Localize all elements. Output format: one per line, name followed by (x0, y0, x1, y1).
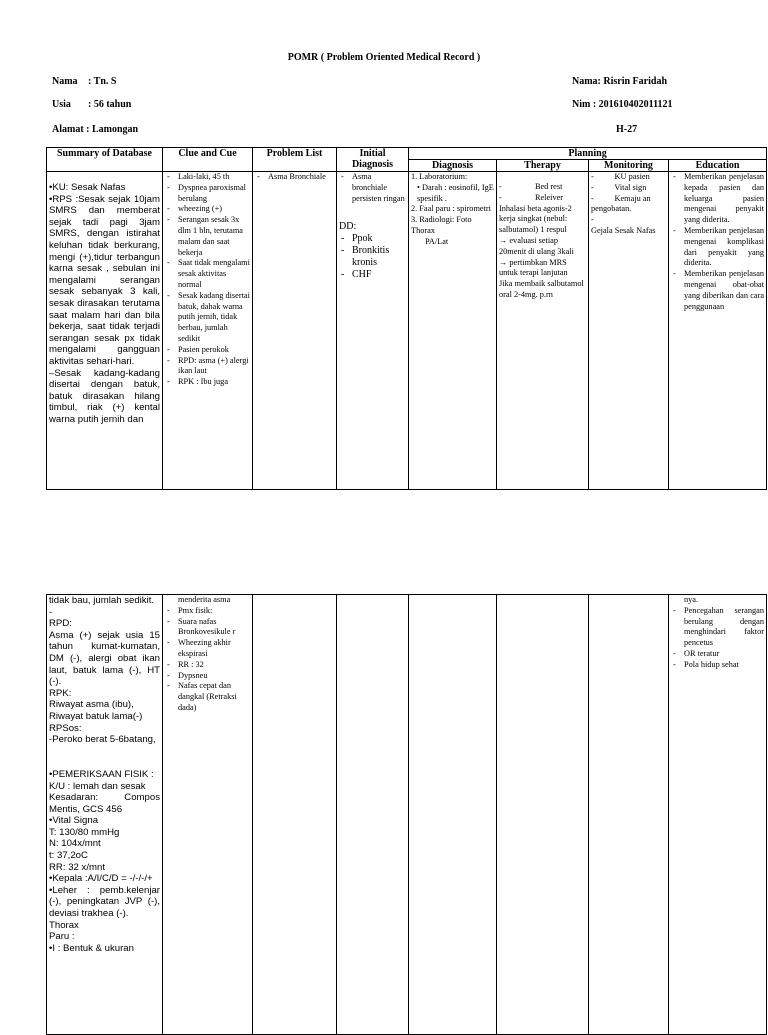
therapy-line: - Releiver (499, 192, 564, 202)
summary-line: •PEMERIKSAAN FISIK : (49, 768, 154, 780)
therapy-line: → evaluasi setiap 20menit di ulang 3kali (499, 235, 574, 256)
summary-line: •Vital Signa (49, 815, 99, 827)
education-item: - Memberikan penjelasan mengenai komplikasi dari penyakit yang diderita. (671, 226, 764, 269)
problem-cell-page-2 (253, 595, 337, 1035)
summary-cell-page-1 (47, 172, 163, 490)
summary-line: –Sesak kadang-kadang disertai dengan batuk, batuk dirasakan hilang timbul, riak (+) kental warna putih jernih dan (49, 367, 160, 425)
dd-item: - Ppok (339, 233, 406, 245)
monitoring-line: - Vital sign (591, 182, 647, 192)
header-education: Education (669, 160, 767, 172)
clue-item: - Dypsneu (165, 671, 250, 682)
therapy-line: Jika membaik salbutamol oral 2-4mg. p.rn (499, 279, 584, 299)
clue-item: - Sesak kadang disertai batuk, dahak warna putih jernih, tidak berbau, jumlah sedikit (165, 291, 250, 345)
header-problem-list: Problem List (253, 148, 337, 172)
header-initial-line-1: Initial (359, 148, 386, 159)
clue-item: - Saat tidak mengalami sesak aktivitas normal (165, 258, 250, 290)
header-clue: Clue and Cue (163, 148, 253, 172)
summary-line: Kesadaran: Compos Mentis, GCS 456 (49, 792, 160, 815)
diagnosis-plan-cell-page-1 (409, 172, 497, 490)
monitoring-line: Gejala Sesak Nafas (591, 225, 656, 235)
summary-line: •Leher : pemb.kelenjar (-), peningkatan JVP (-), deviasi trakhea (-). (49, 884, 160, 920)
monitoring-plan-cell-page-1 (589, 172, 669, 490)
clue-item: - RPK : Ibu juga (165, 377, 250, 388)
patient-age-value: : 56 tahun (88, 99, 132, 110)
summary-line: •RPS :Sesak sejak 10jam SMRS dan memberat sejak tadi pagi 3jam SMRS, dengan istirahat keluhan tidak berkurang, mengi (+),tidur terbangun karna sesak , sebulan ini mengalami serangan sesak sebanyak 3 kali, sesak dirasakan terutama saat malam hari dan bila bekerja, saat tidak terjadi serangan sesak px tidak mengalami gangguan aktivitas sehari-hari. (49, 193, 160, 367)
problem-cell-page-1 (253, 172, 337, 490)
dd-item: - CHF (339, 269, 406, 281)
summary-line: - (49, 606, 53, 618)
clue-item: - Dyspnea paroxismal berulang (165, 183, 250, 205)
diagnosis-plan-line: PA/Lat (425, 236, 449, 246)
clue-item: - RR : 32 (165, 660, 250, 671)
clue-item: - Laki-laki, 45 th (165, 172, 250, 183)
diagnosis-plan-line: 1. Laboratorium: (411, 172, 468, 181)
clue-item: - Nafas cepat dan dangkal (Retraksi dada) (165, 681, 250, 713)
initial-diagnosis-cell-page-2 (337, 595, 409, 1035)
clue-item: - Wheezing akhir ekspirasi (165, 638, 250, 660)
student-code: H-27 (616, 124, 638, 135)
diagnosis-plan-cell-page-2 (409, 595, 497, 1035)
summary-line: Thorax (49, 919, 79, 931)
education-item: - Memberikan penjelasan kepada pasien dan keluarga pasien mengenai penyakit yang diderita. (671, 172, 764, 226)
therapy-line: - Bed rest (499, 182, 563, 191)
dd-item: - Bronkitis kronis (339, 245, 406, 269)
diagnosis-plan-line: • Darah : eosinofil, IgE spesifik . (417, 182, 494, 203)
clue-item: - wheezing (+) (165, 204, 250, 215)
summary-line: -Peroko berat 5-6batang, (49, 734, 156, 746)
student-nim: Nim : 201610402011121 (572, 99, 673, 110)
initial-diagnosis-item: - Asma bronchiale persisten ringan (339, 172, 406, 204)
summary-cell-page-2 (47, 595, 163, 1035)
clue-item: - Pasien perokok (165, 345, 250, 356)
clue-cell-page-1 (163, 172, 253, 490)
summary-line: N: 104x/mnt (49, 838, 101, 850)
patient-name-label: Nama (52, 76, 78, 87)
summary-line: •Kepala :A/I/C/D = -/-/-/+ (49, 873, 153, 885)
summary-line: Riwayat batuk lama(-) (49, 710, 143, 722)
diagnosis-plan-line: 3. Radiologi: Foto Thorax (411, 215, 472, 235)
header-planning: Planning (409, 148, 767, 160)
problem-item: - Asma Bronchiale (255, 172, 334, 183)
education-item: - Pencegahan serangan berulang dengan menghindari faktor pencetus (671, 606, 764, 649)
therapy-plan-cell-page-1 (497, 172, 589, 490)
student-name: Nama: Risrin Faridah (572, 76, 667, 87)
education-plan-cell-page-1 (669, 172, 767, 490)
clue-item: - Pmx fisik: (165, 606, 250, 617)
monitoring-line: - (591, 215, 594, 225)
header-initial-diagnosis (337, 148, 409, 172)
summary-line: •I : Bentuk & ukuran (49, 942, 134, 954)
monitoring-line: - Kemaju an pengobatan. (591, 193, 653, 214)
summary-line: RPSos: (49, 722, 82, 734)
education-item: - OR teratur (671, 649, 764, 660)
summary-line: RPK: (49, 687, 72, 699)
education-plan-cell-page-2 (669, 595, 767, 1035)
dd-label: DD: (339, 221, 357, 233)
summary-line: •KU: Sesak Nafas (49, 182, 126, 193)
summary-line: RR: 32 x/mnt (49, 861, 105, 873)
therapy-line: → pertimbkan MRS untuk terapi lanjutan (499, 257, 568, 278)
monitoring-line: - KU pasien (591, 172, 650, 181)
header-monitoring: Monitoring (589, 160, 669, 172)
document-title: POMR ( Problem Oriented Medical Record ) (287, 52, 481, 63)
clue-item: - Suara nafas Bronkovesikule r (165, 617, 250, 639)
summary-line: T: 130/80 mmHg (49, 826, 120, 838)
summary-line: tidak bau, jumlah sedikit. (49, 595, 155, 606)
header-initial-line-2: Diagnosis (351, 159, 394, 170)
clue-continuation: menderita asma (178, 595, 231, 604)
clue-item: - Serangan sesak 3x dlm 1 bln, terutama malam dan saat bekerja (165, 215, 250, 258)
diagnosis-plan-line: 2. Faal paru : spirometri (411, 204, 491, 214)
education-item: - Memberikan penjelasan mengenai obat-obat yang diberikan dan cara penggunaan (671, 269, 764, 312)
patient-address: Alamat : Lamongan (52, 124, 139, 135)
therapy-line: Inhalasi beta agonis-2 kerja singkat (nebul: salbutamol) 1 respul (499, 203, 572, 235)
clue-cell-page-2 (163, 595, 253, 1035)
summary-line: Paru : (49, 931, 75, 943)
education-item: - Pola hidup sehat (671, 660, 764, 671)
header-diagnosis: Diagnosis (409, 160, 497, 172)
therapy-plan-cell-page-2 (497, 595, 589, 1035)
patient-name-value: : Tn. S (88, 76, 117, 87)
summary-line: Asma (+) sejak usia 15 tahun kumat-kumatan, DM (-), alergi obat ikan laut, batuk lama (-), HT (-). (49, 629, 160, 688)
patient-age-label: Usia (52, 99, 71, 110)
summary-spacer (49, 757, 160, 769)
summary-line: RPD: (49, 618, 72, 630)
summary-line: K/U : lemah dan sesak (49, 780, 146, 792)
monitoring-plan-cell-page-2 (589, 595, 669, 1035)
clue-item: - RPD: asma (+) alergi ikan laut (165, 356, 250, 378)
pomr-table-page-2 (46, 594, 767, 1035)
initial-diagnosis-cell-page-1 (337, 172, 409, 490)
header-therapy: Therapy (497, 160, 589, 172)
header-summary: Summary of Database (47, 148, 163, 172)
summary-line: Riwayat asma (ibu), (49, 699, 134, 711)
summary-spacer (49, 746, 160, 758)
summary-line: t: 37,2oC (49, 850, 88, 862)
pomr-table-page-1 (46, 147, 767, 490)
education-continuation: nya. (684, 595, 699, 604)
